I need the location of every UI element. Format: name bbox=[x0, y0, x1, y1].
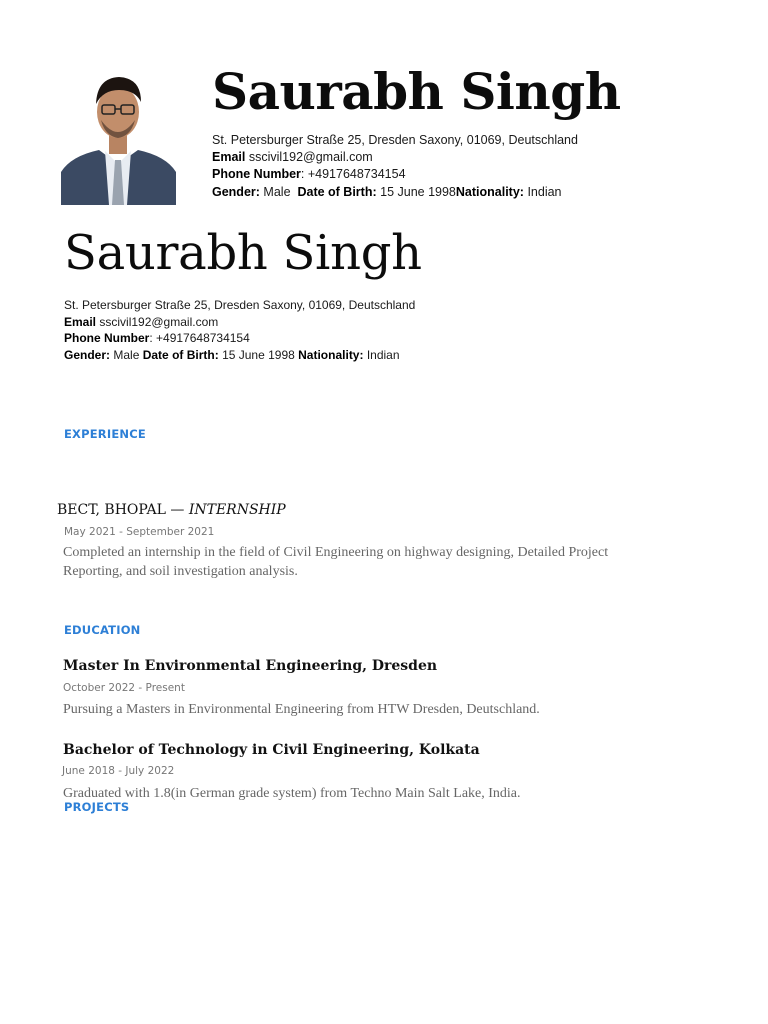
header-phone-main bbox=[64, 331, 250, 345]
header-email-main bbox=[64, 315, 218, 329]
address-text: St. Petersburger Straße 25, Dresden Saxony, 01069, Deutschland bbox=[64, 298, 416, 312]
dob-label: Date of Birth: bbox=[297, 185, 377, 199]
gender-value: Male bbox=[263, 185, 291, 199]
header-personal-main bbox=[64, 348, 400, 362]
header-phone-top bbox=[212, 167, 406, 181]
experience-role: INTERNSHIP bbox=[188, 502, 286, 518]
experience-company: BECT, BHOPAL bbox=[57, 502, 166, 518]
email-label: Email bbox=[212, 150, 246, 164]
gender-label: Gender: bbox=[212, 185, 260, 199]
section-heading-experience: EXPERIENCE bbox=[64, 427, 146, 441]
phone-label: Phone Number bbox=[64, 331, 150, 345]
email-value: sscivil192@gmail.com bbox=[99, 315, 219, 329]
experience-description: Completed an internship in the field of Civil Engineering on highway designing, Detailed Project Reporting, and soil investigation analysis. bbox=[63, 545, 609, 579]
education-item-description: Pursuing a Masters in Environmental Engineering from HTW Dresden, Deutschland. bbox=[63, 702, 540, 717]
nationality-label: Nationality: bbox=[298, 348, 364, 362]
section-heading-education: EDUCATION bbox=[64, 623, 141, 637]
header-address-main bbox=[64, 298, 415, 312]
experience-item-title bbox=[57, 502, 286, 518]
header-name-top: Saurabh Singh bbox=[212, 62, 621, 121]
education-item-dates: June 2018 - July 2022 bbox=[62, 765, 175, 777]
education-item-dates: October 2022 - Present bbox=[63, 682, 185, 694]
email-label: Email bbox=[64, 315, 97, 329]
experience-dates: May 2021 - September 2021 bbox=[64, 526, 215, 538]
email-value: sscivil192@gmail.com bbox=[248, 150, 373, 164]
profile-photo bbox=[61, 60, 176, 205]
phone-value: : +4917648734154 bbox=[149, 331, 250, 345]
gender-value: Male bbox=[113, 348, 140, 362]
dob-label: Date of Birth: bbox=[142, 348, 219, 362]
header-personal-top bbox=[212, 185, 562, 199]
dob-value: 15 June 1998 bbox=[222, 348, 295, 362]
gender-label: Gender: bbox=[64, 348, 111, 362]
header-email-top bbox=[212, 150, 373, 164]
education-item-title: Bachelor of Technology in Civil Engineering, Kolkata bbox=[63, 742, 480, 758]
dob-value: 15 June 1998 bbox=[380, 185, 456, 199]
phone-label: Phone Number bbox=[212, 167, 301, 181]
section-heading-projects: PROJECTS bbox=[64, 800, 130, 814]
header-address-top bbox=[212, 133, 578, 147]
address-text: St. Petersburger Straße 25, Dresden Saxony, 01069, Deutschland bbox=[212, 133, 578, 147]
education-item-title: Master In Environmental Engineering, Dresden bbox=[63, 658, 438, 674]
header-name-main: Saurabh Singh bbox=[64, 225, 422, 281]
nationality-label: Nationality: bbox=[455, 185, 524, 199]
nationality-value: Indian bbox=[527, 185, 562, 199]
nationality-value: Indian bbox=[366, 348, 400, 362]
experience-separator: — bbox=[170, 502, 185, 518]
phone-value: : +4917648734154 bbox=[300, 167, 406, 181]
education-item-description: Graduated with 1.8(in German grade system) from Techno Main Salt Lake, India. bbox=[63, 786, 521, 801]
